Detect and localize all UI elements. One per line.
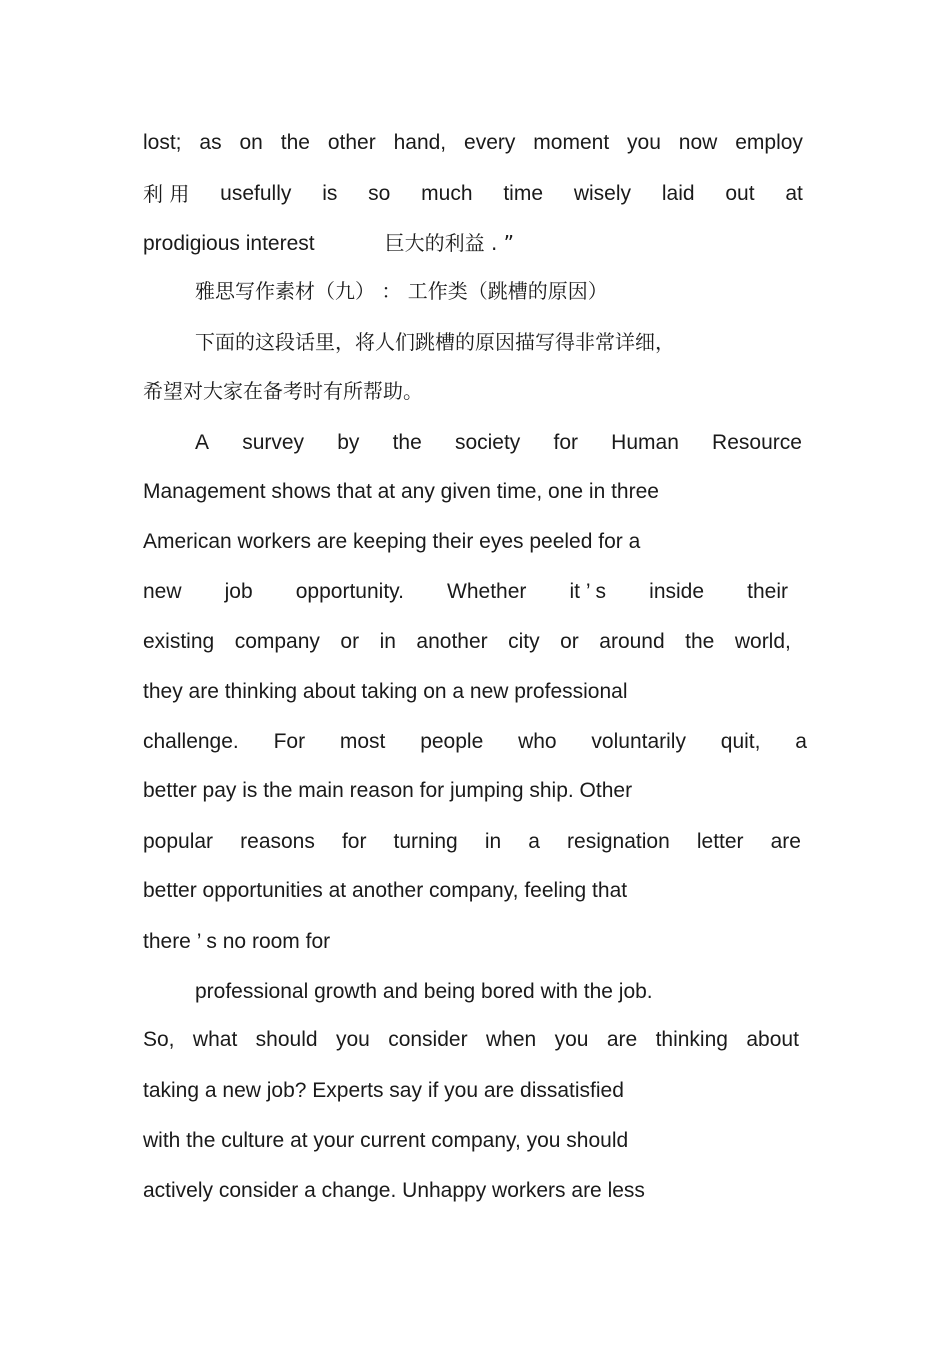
word: So, [143,1028,175,1051]
word: inside [649,580,705,603]
word: For [273,730,306,753]
word: is [322,182,338,205]
text-line [143,577,788,607]
text-run: 巨大的利益 . ” [384,231,515,255]
word: society [454,431,521,454]
text-line [143,827,801,857]
word: popular [143,830,214,853]
word: Resource [712,431,802,454]
word: when [485,1028,537,1051]
word: other [327,131,376,154]
word: are [770,830,801,853]
word: much [421,182,473,205]
word: or [560,630,579,653]
word: thinking [655,1028,728,1051]
text-line [143,228,514,258]
word: a [528,830,540,853]
text-line: 下面的这段话里，将人们跳槽的原因描写得非常详细， [195,330,675,354]
word: resignation [567,830,670,853]
text-line: actively consider a change. Unhappy workers are less [143,1179,645,1202]
word: A [195,431,210,454]
word: on [239,131,263,154]
word: hand, [393,131,447,154]
word: the [392,431,422,454]
word: you [627,131,661,154]
word: by [337,431,360,454]
text-line [143,627,791,657]
word: should [255,1028,318,1051]
word: their [747,580,788,603]
word: quit, [720,730,761,753]
word: Whether [447,580,527,603]
word: another [416,630,488,653]
word: in [379,630,396,653]
word: voluntarily [591,730,686,753]
word: the [685,630,715,653]
word: who [518,730,557,753]
text-line [143,128,803,158]
word: are [606,1028,638,1051]
word: job [224,580,253,603]
word: new [143,580,182,603]
word: opportunity. [295,580,404,603]
word: as [199,131,222,154]
word: city [508,630,540,653]
word: at [785,182,803,205]
text-line [195,428,802,458]
word: world, [734,630,791,653]
word: Human [611,431,679,454]
word: it ’ s [569,580,607,603]
word: survey [242,431,305,454]
text-line [143,179,803,209]
text-line: American workers are keeping their eyes peeled for a [143,530,641,553]
word: for [341,830,367,853]
word: every [464,131,516,154]
word: challenge. [143,730,239,753]
word: what [192,1028,238,1051]
word: 利 用 [143,182,190,206]
word: you [554,1028,589,1051]
word: out [725,182,755,205]
word: consider [388,1028,468,1051]
text-line: Management shows that at any given time, one in three [143,480,659,503]
word: the [280,131,310,154]
word: wisely [573,182,632,205]
text-line: they are thinking about taking on a new professional [143,680,628,703]
word: time [503,182,544,205]
text-line [143,727,807,757]
word: for [553,431,578,454]
text-line: better opportunities at another company, feeling that [143,879,628,902]
word: company [234,630,320,653]
word: people [420,730,484,753]
word: employ [735,131,803,154]
word: moment [533,131,610,154]
word: now [678,131,718,154]
word: you [335,1028,370,1051]
text-line: taking a new job? Experts say if you are dissatisfied [143,1079,624,1102]
section-heading: 雅思写作素材（九） ： 工作类（跳槽的原因） [195,279,608,303]
word: lost; [143,131,182,154]
text-line: with the culture at your current company, you should [143,1129,629,1152]
word: in [484,830,502,853]
word: about [746,1028,799,1051]
text-line: 希望对大家在备考时有所帮助。 [143,379,423,403]
text-line: professional growth and being bored with the job. [195,980,653,1003]
word: or [340,630,360,653]
word: laid [661,182,695,205]
word: a [795,730,807,753]
text-line [143,1025,799,1055]
text-line: there ’ s no room for [143,930,331,953]
text-run: prodigious interest [143,232,315,255]
word: so [368,182,391,205]
word: most [339,730,386,753]
word: letter [696,830,744,853]
text-line: better pay is the main reason for jumping ship. Other [143,779,633,802]
word: usefully [220,182,292,205]
word: existing [143,630,215,653]
word: turning [393,830,458,853]
word: around [599,630,665,653]
word: reasons [240,830,315,853]
